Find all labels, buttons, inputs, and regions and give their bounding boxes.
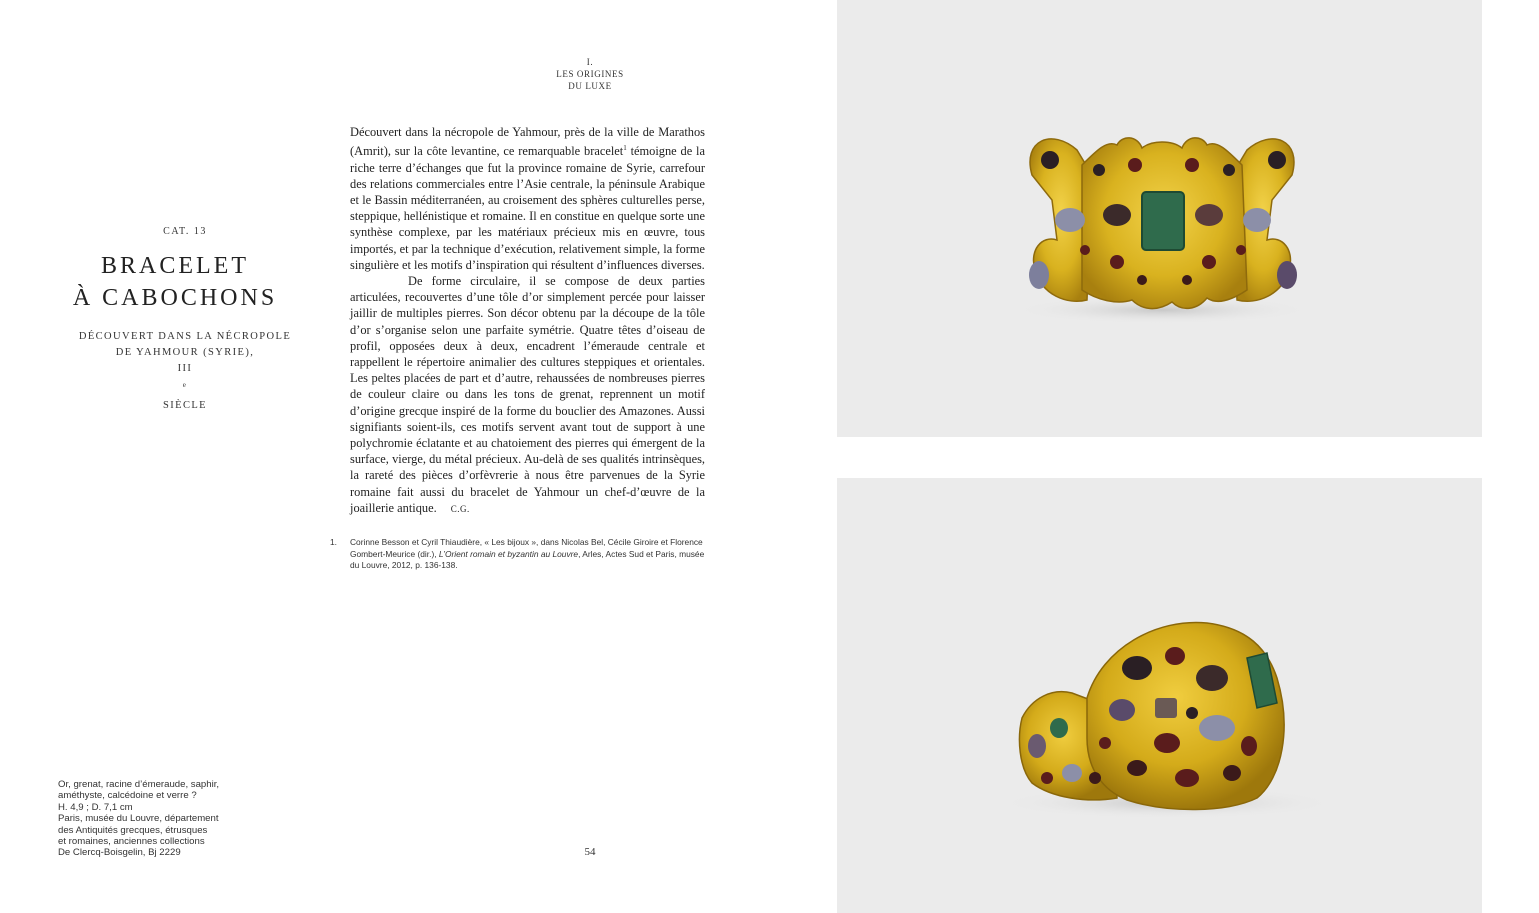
footnote-ref[interactable]: 1 — [623, 144, 627, 153]
entry-title-line2: À CABOCHONS — [72, 285, 278, 311]
bracelet-front-photo — [837, 0, 1482, 437]
footnote-number: 1. — [330, 537, 337, 547]
century-numeral: III — [177, 363, 193, 374]
footnote — [330, 537, 705, 572]
bracelet-side-photo — [837, 478, 1482, 913]
running-head — [540, 56, 640, 92]
bracelet-side-illustration — [837, 478, 1482, 913]
bracelet-front-illustration — [837, 0, 1482, 437]
p1-text: Découvert dans la nécropole de Yahmour, près de la ville de Marathos (Amrit), sur la côte levantine, ce remarquable bracelet — [350, 125, 705, 159]
entry-subtitle — [40, 329, 330, 414]
spec-line: H. 4,9 ; D. 7,1 cm — [58, 801, 133, 813]
footnote-text-end: , Arles, Actes Sud et Paris, musée du Louvre, 2012, p. 136-138. — [350, 548, 705, 571]
section-title-line2: DU LUXE — [568, 81, 612, 91]
spec-line: des Antiquités grecques, étrusques — [58, 824, 208, 836]
spec-line: et romaines, anciennes collections — [58, 836, 205, 848]
footnote-book-title: L’Orient romain et byzantin au Louvre — [438, 548, 579, 559]
footnote-text-start: Corinne Besson et Cyril Thiaudière, « Les bijoux », dans Nicolas Bel, Cécile Giroire et Florence Gombert-Meurice (dir.), — [350, 537, 703, 559]
entry-title-line1: BRACELET — [101, 253, 249, 279]
subtitle-line2: DE YAHMOUR (SYRIE), — [115, 347, 255, 358]
entry-title — [40, 250, 310, 314]
author-signature: C.G. — [450, 503, 470, 514]
subtitle-line3 — [40, 361, 330, 414]
section-title-line1: LES ORIGINES — [556, 69, 624, 79]
spec-line: Or, grenat, racine d’émeraude, saphir, — [58, 779, 220, 790]
spec-line: De Clercq-Boisgelin, Bj 2229 — [58, 847, 181, 859]
spec-line: Paris, musée du Louvre, département — [58, 813, 219, 825]
page-number: 54 — [584, 846, 596, 858]
paragraph-2 — [350, 273, 705, 517]
century-superscript: e — [182, 381, 188, 389]
body-text — [350, 124, 705, 517]
catalogue-number: CAT. 13 — [163, 226, 207, 237]
section-number: I. — [586, 57, 594, 67]
p2-text: De forme circulaire, il se compose de deux parties articulées, recouvertes d’une tôle d’or simplement percée pour laisser jaillir de multiples pierres. Son décor obtenu par la découpe de la tôle d’or s’organise selon une parfaite symétrie. Quatre têtes d’oiseau de profil, opposées deux à deux, encadrent l’émeraude centrale et rappellent le répertoire animalier des cultures steppiques et orientales. Les peltes placées de part et d’autre, rehaussées de nombreuses pierres de couleur claire ou dans les tons de grenat, reprennent un motif d’origine grecque inspiré de la forme du bouclier des Amazones. Aussi signifiants soient-ils, ces motifs servent avant tout de support à une polychromie éclatante et au chatoiement des pierres qui émergent de la surface, vierge, du métal précieux. Au-delà de ses qualités intrinsèques, la rareté des pièces d’orfèvrerie à nous être parvenues de la Syrie romaine fait aussi du bracelet de Yahmour un chef-d’œuvre de la joaillerie antique. — [350, 273, 705, 515]
p1-text-cont: témoigne de la riche terre d’échanges que fut la province romaine de Syrie, carrefour des relations commerciales entre l’Asie centrale, la péninsule Arabique et le Bassin méditerranéen, au croisement des sphères culturelles perse, steppique, hellénistique et romaine. Il en constitue en quelque sorte une synthèse complexe, par les matériaux précieux mis en œuvre, tous importés, et par la technique d’exécution, relativement simple, la forme singulière et les motifs d’inspiration qui résultent d’influences diverses. — [350, 144, 705, 272]
footnote-text — [350, 537, 705, 572]
subtitle-line1: DÉCOUVERT DANS LA NÉCROPOLE — [78, 331, 292, 342]
object-specifications — [58, 779, 258, 859]
spec-line: améthyste, calcédoine et verre ? — [58, 790, 197, 802]
century-word: SIÈCLE — [163, 399, 207, 411]
paragraph-1 — [350, 124, 705, 273]
